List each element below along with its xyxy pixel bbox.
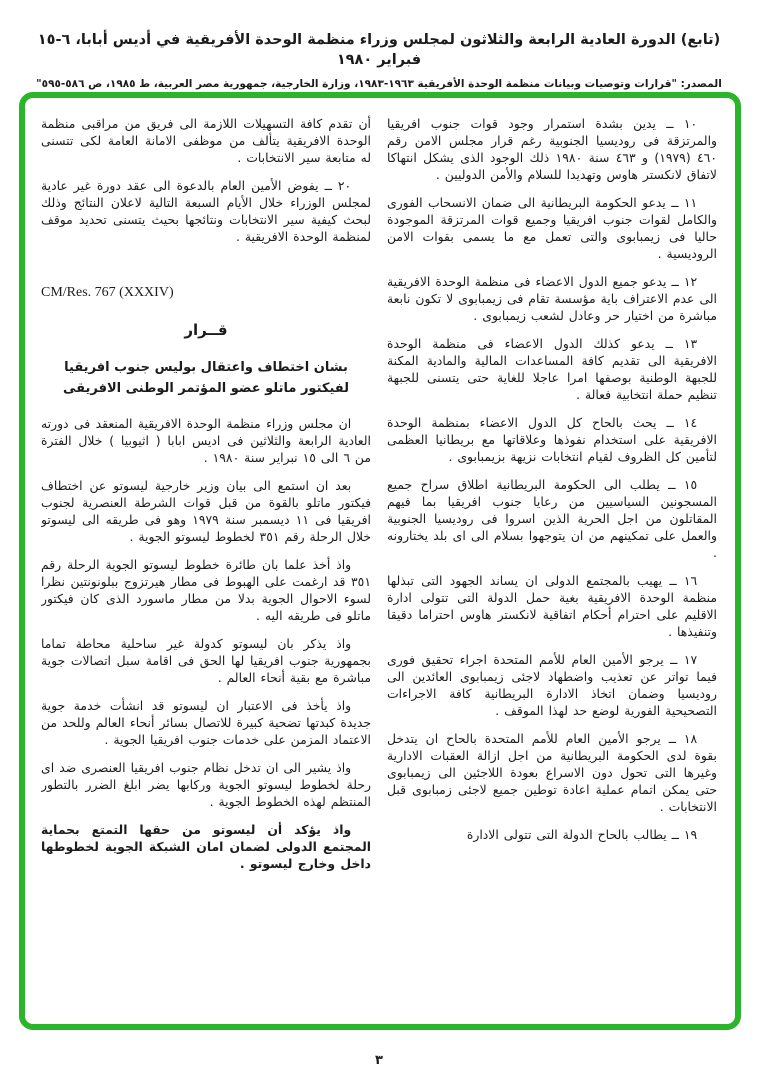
page-number: ٣ [375,1053,383,1068]
item-19-continuation: أن تقدم كافة التسهيلات اللازمة الى فريق من مراقبى منظمة الوحدة الافريقية يتألف من موظفى الامانة العامة لكى تتسنى له متابعة سير الانتخابات . [41,116,371,165]
resolution-subtitle-line1: بشان اختطاف واعتقال بوليس جنوب افريقيا [64,360,348,375]
preamble-paragraph: بعد ان استمع الى بيان وزير خارجية ليسوتو عن اختطاف فيكتور ماتلو بالقوة من قبل قوات الشرطة العنصرية لجنوب افريقيا فى ١١ ديسمبر سنة ١٩٧٩ وهو فى طريقه الى ليسوتو خلال الرحلة رقم ٣٥١ لخطوط ليسوتو الجوية . [41,478,371,544]
page-footer [0,1053,758,1068]
session-title: (تابع) الدورة العادية الرابعة والثلاثون لمجلس وزراء منظمة الوحدة الأفريقية في أديس أبابا، ٦-١٥ فبراير ١٩٨٠ [37,32,721,69]
left-column [41,115,371,1014]
resolution-item-11: ١١ ــ يدعو الحكومة البريطانية الى ضمان الانسحاب الفورى والكامل لقوات جنوب افريقيا وجميع قوات المرتزقة الموجودة حاليا فى زيمبابوى والتى تعمل مع ما يسمى بقوات الامن الروديسية . [387,195,717,261]
resolution-subtitle [41,357,371,399]
resolution-item-12: ١٢ ــ يدعو جميع الدول الاعضاء فى منظمة الوحدة الافريقية الى عدم الاعتراف باية مؤسسة تقام فى زيمبابوى لا تكون نابعة مباشرة من اختيار حر وعادل لشعب زيمبابوى . [387,274,717,323]
preamble-paragraph: واذ يذكر بان ليسوتو كدولة غير ساحلية محاطة تماما بجمهورية جنوب افريقيا لها الحق فى اقامة سبل اتصالات جوية مباشرة مع بقية أنحاء العالم . [41,636,371,685]
resolution-item-15: ١٥ ــ يطلب الى الحكومة البريطانية اطلاق سراح جميع المسجونين السياسيين من رعايا جنوب افريقيا بما فيهم المقاتلون من اجل الحرية الذين اسروا فى روديسيا الجنوبية والعمل على تمكينهم من ان يتوجهوا بسلام الى اى بلد يختارونه . [387,477,717,560]
resolution-item-17: ١٧ ــ يرجو الأمين العام للأمم المتحدة اجراء تحقيق فورى فيما تواتر عن تعذيب واضطهاد لاجئى زيمبابوى العائدين الى روديسيا وضمان اتخاذ الادارة البريطانية كافة الاجراءات التصحيحية الفورية لوضع حد لهذا الموقف . [387,652,717,718]
preamble-paragraph: واذ يشير الى ان تدخل نظام جنوب افريقيا العنصرى ضد اى رحلة لخطوط ليسوتو الجوية وركابها يضر ابلغ الضرر بالتطور المنتظم لهذه الخطوط الجوية . [41,760,371,809]
resolution-item-10: ١٠ ــ يدين بشدة استمرار وجود قوات جنوب افريقيا والمرتزقة فى روديسيا الجنوبية رغم قرار مجلس الامن رقم ٤٦٠ (١٩٧٩) و ٤٦٣ سنة ١٩٨٠ ذلك الوجود الذى يشكل انتهاكا لاتفاق لانكستر هاوس وتهديدا للسلام والأمن الدوليين . [387,116,717,182]
resolution-item-13: ١٣ ــ يدعو كذلك الدول الاعضاء فى منظمة الوحدة الافريقية الى تقديم كافة المساعدات المالية والمادية المكنة للجبهة الوطنية بوصفها امرا عاجلا للغاية حتى يتسنى للجبهة تنظيم حملة انتخابية فعالة . [387,336,717,402]
resolution-item-18: ١٨ ــ يرجو الأمين العام للأمم المتحدة بالحاح ان يتدخل بقوة لدى الحكومة البريطانية من اجل ازالة العقبات الادارية وغيرها التى تحول دون الاسراع بعودة اللاجئين الى زيمبابوى حتى يمكن اتمام عملية اعادة توطين جميع لاجئى زمبابوى قبل الانتخابات . [387,731,717,814]
resolution-item-19: ١٩ ــ يطالب بالحاح الدولة التى تتولى الادارة [466,827,698,842]
resolution-item-20: ٢٠ ــ يفوض الأمين العام بالدعوة الى عقد دورة غير عادية لمجلس الوزراء خلال الأيام السبعة التالية لاعلان النتائج وذلك لبحث كيفية سير الانتخابات ونتائجها بحيث يتسنى تحديد موقف لمنظمة الوحدة الافريقية . [41,178,371,244]
resolution-item-16: ١٦ ــ يهيب بالمجتمع الدولى ان يساند الجهود التى تبذلها منظمة الوحدة الافريقية بغية حمل الدولة التى تتولى ادارة الاقليم على احترام أحكام اتفاقية لانكستر هاوس احتراما دقيقا وتنفيذها . [387,573,717,639]
preamble-paragraph: واذ يأخذ فى الاعتبار ان ليسوتو قد انشأت خدمة جوية جديدة كبدتها تضحية كبيرة للاتصال بسائر أنحاء العالم وللحد من الاعتماد المزمن على خدمات جنوب افريقيا الجوية . [41,698,371,747]
preamble-paragraph-bold: واذ يؤكد أن ليسوتو من حقها التمتع بحماية المجتمع الدولى لضمان امان الشبكة الجوية لخطوطها داخل وخارج ليسوتو . [41,822,371,871]
right-column [387,115,717,1014]
page-header [0,0,758,90]
resolution-reference: CM/Res. 767 (XXXIV) [41,285,174,300]
resolution-title: قــرار [184,321,228,339]
resolution-green-box [19,92,741,1030]
source-citation: المصدر: "قرارات وتوصيات وبيانات منظمة الوحدة الأفريقية ١٩٦٣-١٩٨٣، وزارة الخارجية، جمهورية مصر العربية، ط ١٩٨٥، ص ٥٨٦-٥٩٥" [36,77,722,90]
resolution-item-14: ١٤ ــ يحث بالحاح كل الدول الاعضاء بمنظمة الوحدة الافريقية على استخدام نفوذها وعلاقاتها مع بريطانيا العظمى لتأمين كل الظروف لقيام انتخابات نزيهة بزيمبابوى . [387,415,717,464]
preamble-paragraph: واذ أخذ علما بان طائرة خطوط ليسوتو الجوية الرحلة رقم ٣٥١ قد ارغمت على الهبوط فى مطار هيرتزوج ببلونونتين نظرا لسوء الاحوال الجوية بدلا من مطار ماسورد الذى كان فيكتور ماتلو فى طريقه اليه . [41,557,371,623]
resolution-subtitle-line2: لفيكتور ماتلو عضو المؤتمر الوطنى الافريقى [63,381,349,396]
preamble-paragraph: ان مجلس وزراء منظمة الوحدة الافريقية المنعقد فى دورته العادية الرابعة والثلاثين فى اديس ابابا ( اثيوبيا ) خلال الفترة من ٦ الى ١٥ نبراير سنة ١٩٨٠ . [41,416,371,465]
